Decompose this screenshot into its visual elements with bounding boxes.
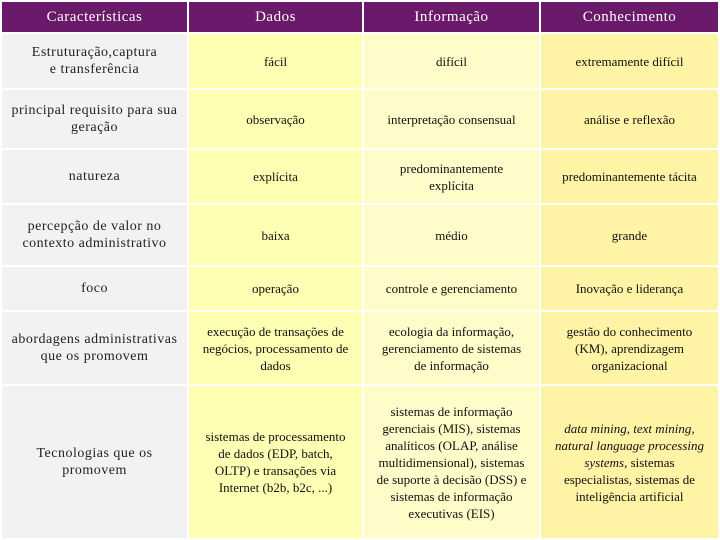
italic-term: natural language processing bbox=[554, 437, 704, 453]
cell-line: Inovação e liderança bbox=[575, 281, 684, 297]
cell-line: de suporte à decisão (DSS) e bbox=[376, 471, 527, 487]
cell-line: multidimensional), sistemas bbox=[378, 454, 525, 470]
cell-conhecimento bbox=[541, 267, 718, 309]
row-label bbox=[2, 386, 187, 538]
row-label bbox=[2, 312, 187, 385]
cell-line: gestão do conhecimento bbox=[566, 323, 693, 339]
cell-informacao bbox=[364, 267, 539, 309]
row-label bbox=[2, 34, 187, 88]
row-label bbox=[2, 267, 187, 309]
cell-informacao bbox=[364, 34, 539, 88]
cell-line bbox=[545, 437, 714, 454]
cell-line: médio bbox=[435, 227, 468, 243]
row-label-line: contexto administrativo bbox=[22, 236, 167, 252]
table-row bbox=[2, 267, 718, 309]
cell-line: interpretação consensual bbox=[387, 111, 516, 127]
cell-line: negócios, processamento de bbox=[202, 340, 349, 356]
cell-line: operação bbox=[252, 281, 299, 297]
row-label-line: e transferência bbox=[49, 62, 140, 78]
header-caracteristicas: Características bbox=[2, 2, 187, 32]
row-label-line: Tecnologias que os bbox=[36, 446, 153, 462]
cell-line: dados bbox=[260, 357, 291, 373]
cell-dados bbox=[189, 205, 362, 266]
cell-line: grande bbox=[611, 227, 648, 243]
cell-line: sistemas de processamento bbox=[205, 429, 346, 445]
cell-line: especialistas, sistemas de bbox=[563, 471, 696, 487]
row-label-line: percepção de valor no bbox=[27, 219, 162, 235]
header-dados: Dados bbox=[189, 2, 362, 32]
row-label-line: Estruturação,captura bbox=[31, 45, 158, 61]
cell-text: , sistemas bbox=[624, 454, 675, 470]
cell-line bbox=[545, 420, 714, 437]
cell-line: ecologia da informação, bbox=[388, 323, 515, 339]
row-label-line: foco bbox=[81, 281, 108, 297]
cell-line: explícita bbox=[429, 177, 474, 193]
cell-line: inteligência artificial bbox=[575, 488, 684, 504]
cell-line: predominantemente bbox=[399, 160, 504, 176]
table-row bbox=[2, 150, 718, 203]
table-row bbox=[2, 312, 718, 385]
italic-term: data mining bbox=[564, 420, 627, 436]
cell-line: explícita bbox=[253, 169, 298, 185]
cell-informacao bbox=[364, 150, 539, 203]
cell-line: difícil bbox=[435, 53, 468, 69]
italic-term: systems bbox=[584, 454, 625, 470]
row-label-line: geração bbox=[71, 120, 119, 136]
cell-line: baixa bbox=[261, 227, 290, 243]
row-label-line: abordagens administrativas bbox=[11, 332, 178, 348]
cell-line: execução de transações de bbox=[207, 323, 344, 339]
cell-line: de informação bbox=[414, 357, 489, 373]
cell-line: fácil bbox=[263, 53, 288, 69]
cell-line: análise e reflexão bbox=[584, 111, 675, 127]
row-label-line: principal requisito para sua bbox=[11, 103, 178, 119]
cell-line: executivas (EIS) bbox=[408, 505, 495, 521]
row-label bbox=[2, 205, 187, 266]
cell-conhecimento bbox=[541, 34, 718, 88]
cell-line: OLTP) e transações via bbox=[214, 463, 337, 479]
italic-term: text mining bbox=[633, 420, 692, 436]
cell-line: sistemas de informação bbox=[390, 403, 513, 419]
cell-conhecimento bbox=[541, 150, 718, 203]
row-label bbox=[2, 150, 187, 203]
header-informacao: Informação bbox=[364, 2, 539, 32]
cell-conhecimento bbox=[541, 205, 718, 266]
table-row bbox=[2, 386, 718, 538]
cell-line: controle e gerenciamento bbox=[385, 281, 518, 297]
cell-line: (KM), aprendizagem bbox=[574, 340, 684, 356]
row-label-line: que os promovem bbox=[40, 349, 149, 365]
cell-line: gerenciais (MIS), sistemas bbox=[382, 420, 521, 436]
header-conhecimento: Conhecimento bbox=[541, 2, 718, 32]
cell-informacao bbox=[364, 386, 539, 538]
cell-line: extremamente difícil bbox=[575, 53, 684, 69]
cell-dados bbox=[189, 34, 362, 88]
table-row bbox=[2, 90, 718, 149]
cell-dados bbox=[189, 312, 362, 385]
separator: , bbox=[691, 420, 695, 436]
cell-conhecimento bbox=[541, 386, 718, 538]
cell-dados bbox=[189, 150, 362, 203]
cell-line: predominantemente tácita bbox=[562, 169, 697, 185]
cell-dados bbox=[189, 90, 362, 149]
cell-line: sistemas de informação bbox=[390, 488, 513, 504]
table-row bbox=[2, 205, 718, 266]
cell-line: organizacional bbox=[591, 357, 668, 373]
table-row bbox=[2, 34, 718, 88]
separator: , bbox=[626, 420, 634, 436]
cell-dados bbox=[189, 386, 362, 538]
cell-line: gerenciamento de sistemas bbox=[381, 340, 522, 356]
cell-line bbox=[545, 454, 714, 471]
cell-informacao bbox=[364, 205, 539, 266]
cell-conhecimento bbox=[541, 312, 718, 385]
row-label bbox=[2, 90, 187, 149]
cell-informacao bbox=[364, 90, 539, 149]
row-label-line: natureza bbox=[68, 169, 121, 185]
cell-line: observação bbox=[246, 111, 305, 127]
row-label-line: promovem bbox=[62, 463, 127, 479]
cell-conhecimento bbox=[541, 90, 718, 149]
cell-line: de dados (EDP, batch, bbox=[218, 446, 333, 462]
cell-informacao bbox=[364, 312, 539, 385]
cell-dados bbox=[189, 267, 362, 309]
header-row bbox=[2, 2, 718, 32]
cell-line: analíticos (OLAP, análise bbox=[385, 437, 518, 453]
cell-line: Internet (b2b, b2c, ...) bbox=[218, 480, 333, 496]
